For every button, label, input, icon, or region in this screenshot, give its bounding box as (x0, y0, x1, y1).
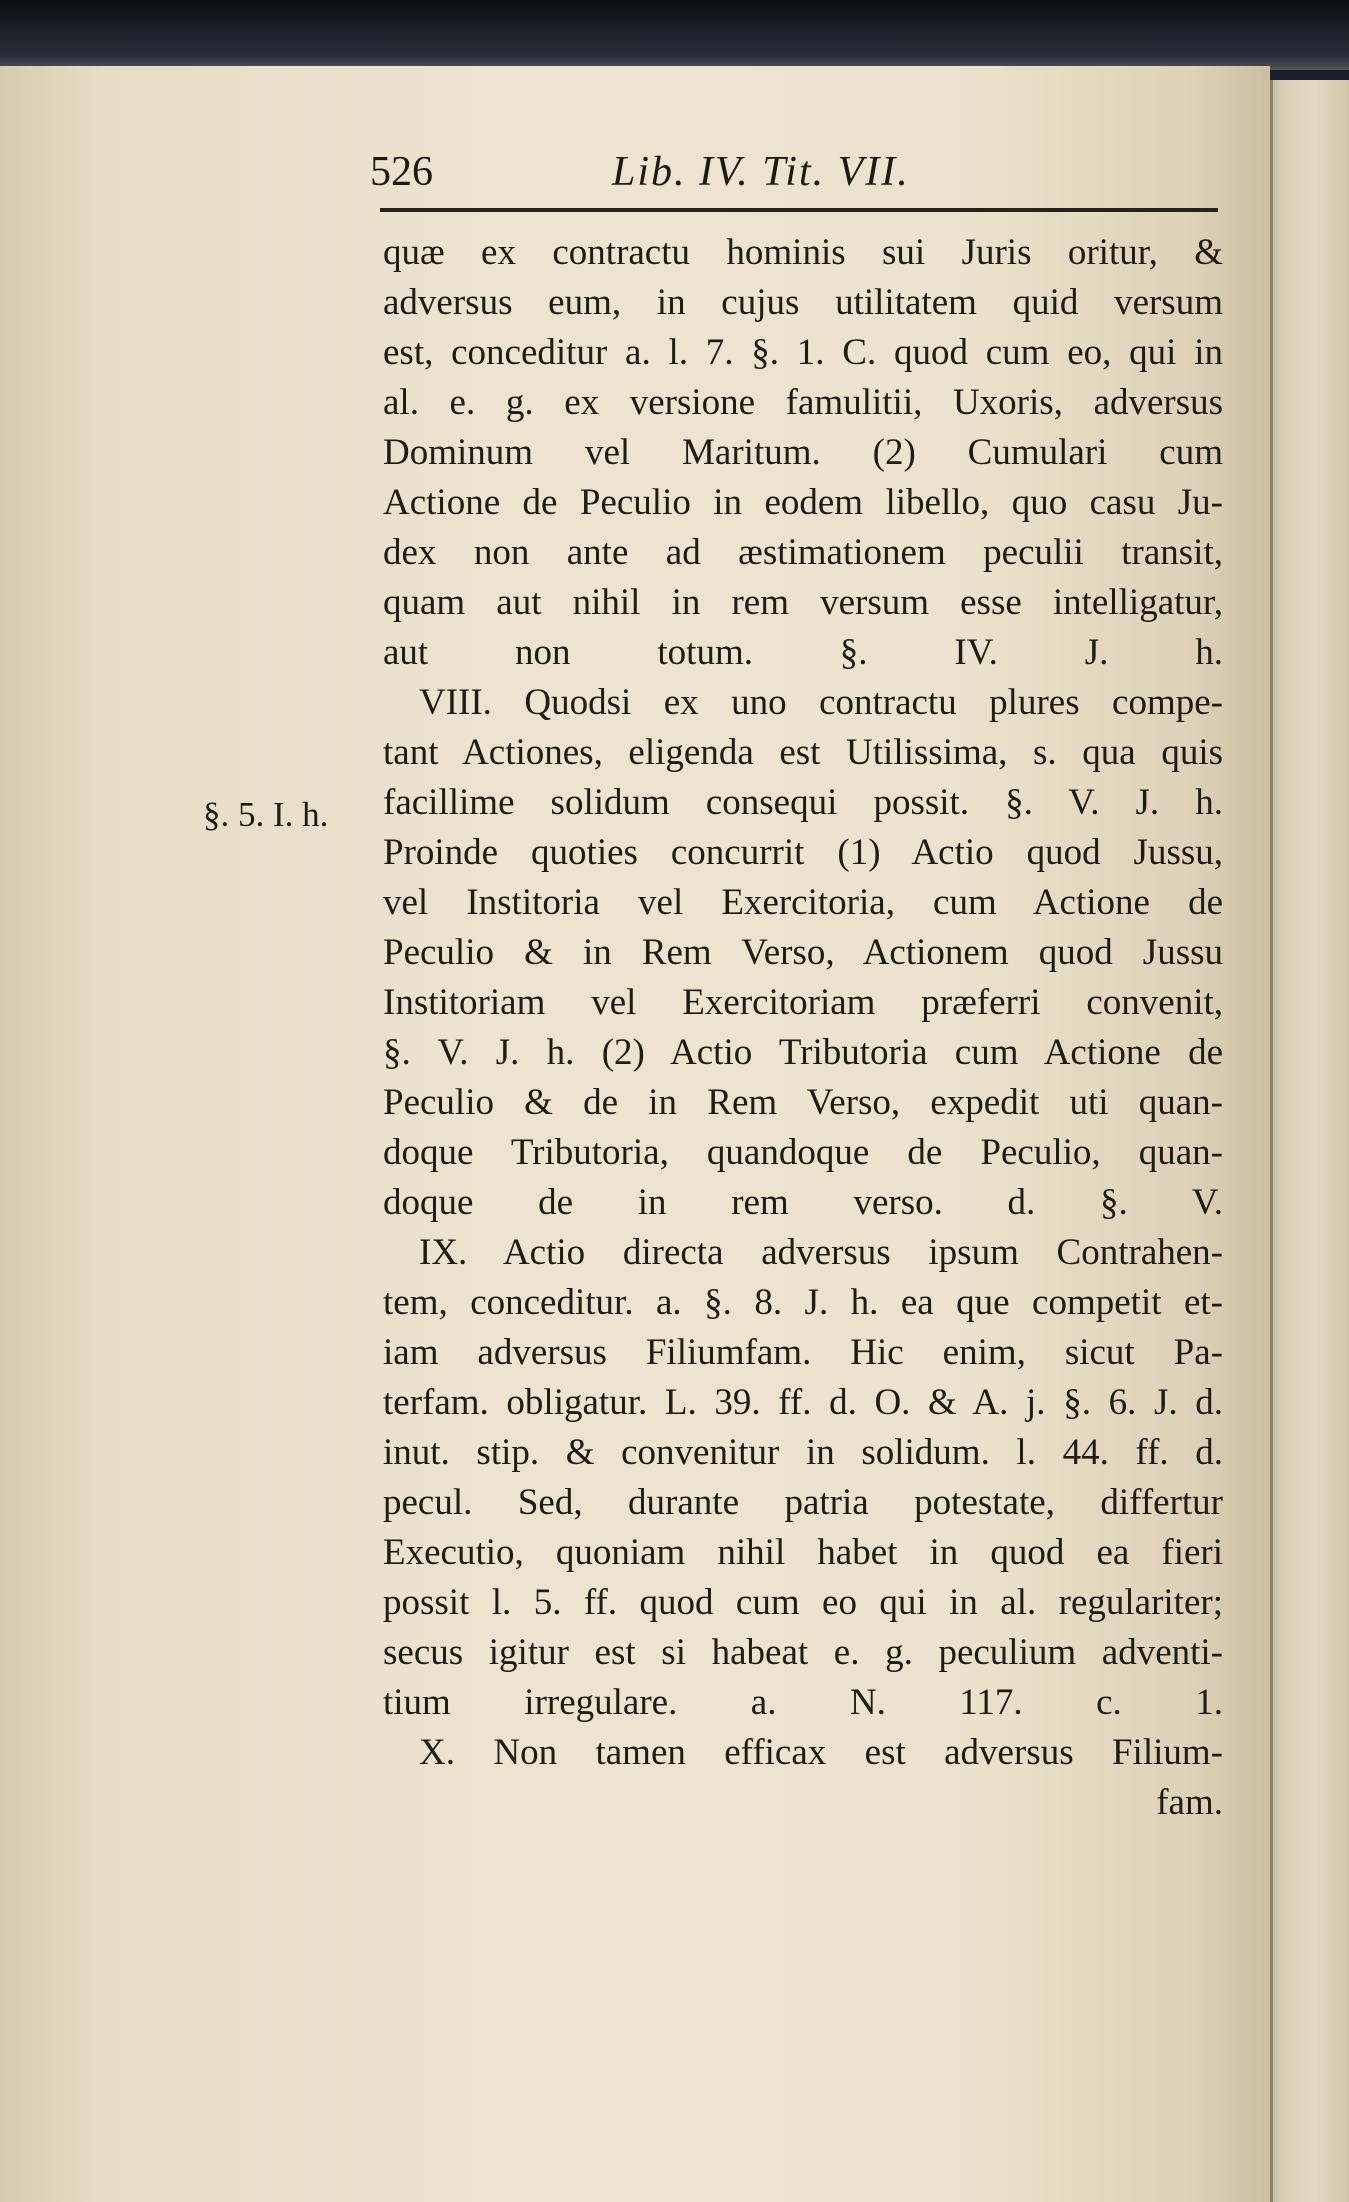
catchword: fam. (1156, 1782, 1223, 1823)
text-line: secus igitur est si habeat e. g. peculium adventi- (383, 1632, 1223, 1673)
text-line: Dominum vel Maritum. (2) Cumulari cum (383, 432, 1223, 473)
text-line: terfam. obligatur. L. 39. ff. d. O. & A. j. §. 6. J. d. (383, 1382, 1223, 1423)
text-line: quæ ex contractu hominis sui Juris oritur, & (383, 232, 1223, 273)
text-line: §. V. J. h. (2) Actio Tributoria cum Actione de (383, 1032, 1223, 1073)
running-title: Lib. IV. Tit. VII. (612, 149, 910, 195)
text-line: IX. Actio directa adversus ipsum Contrahen- (419, 1232, 1223, 1273)
text-line: Institoriam vel Exercitoriam præferri convenit, (383, 982, 1223, 1023)
text-line: pecul. Sed, durante patria potestate, differtur (383, 1482, 1223, 1523)
text-line: dex non ante ad æstimationem peculii transit, (383, 532, 1223, 573)
text-line: al. e. g. ex versione famulitii, Uxoris, adversus (383, 382, 1223, 423)
text-line: inut. stip. & convenitur in solidum. l. 44. ff. d. (383, 1432, 1223, 1473)
page-edge-stack (1262, 80, 1349, 2202)
header-rule (380, 208, 1218, 212)
text-line: Executio, quoniam nihil habet in quod ea fieri (383, 1532, 1223, 1573)
text-line: adversus eum, in cujus utilitatem quid versum (383, 282, 1223, 323)
text-line: vel Institoria vel Exercitoria, cum Actione de (383, 882, 1223, 923)
text-line: Proinde quoties concurrit (1) Actio quod Jussu, (383, 832, 1223, 873)
text-line: X. Non tamen efficax est adversus Filium- (419, 1732, 1223, 1773)
text-line: iam adversus Filiumfam. Hic enim, sicut Pa- (383, 1332, 1223, 1373)
page-header (370, 148, 1215, 208)
text-line: facillime solidum consequi possit. §. V. J. h. (383, 782, 1223, 823)
text-line: aut non totum. §. IV. J. h. (383, 632, 1223, 673)
text-line: Peculio & in Rem Verso, Actionem quod Jussu (383, 932, 1223, 973)
margin-note: §. 5. I. h. (203, 795, 329, 834)
text-line: possit l. 5. ff. quod cum eo qui in al. regulariter; (383, 1582, 1223, 1623)
text-line: Actione de Peculio in eodem libello, quo casu Ju- (383, 482, 1223, 523)
book-cover-edge (0, 0, 1349, 70)
text-line: tem, conceditur. a. §. 8. J. h. ea que competit et- (383, 1282, 1223, 1323)
text-line: Peculio & de in Rem Verso, expedit uti quan- (383, 1082, 1223, 1123)
text-line: est, conceditur a. l. 7. §. 1. C. quod cum eo, qui in (383, 332, 1223, 373)
text-line: tium irregulare. a. N. 117. c. 1. (383, 1682, 1223, 1723)
text-line: quam aut nihil in rem versum esse intelligatur, (383, 582, 1223, 623)
page-number: 526 (370, 149, 433, 195)
text-line: tant Actiones, eligenda est Utilissima, s. qua quis (383, 732, 1223, 773)
body-text (383, 228, 1223, 1828)
text-line: doque de in rem verso. d. §. V. (383, 1182, 1223, 1223)
text-line: doque Tributoria, quandoque de Peculio, quan- (383, 1132, 1223, 1173)
text-line: VIII. Quodsi ex uno contractu plures compe- (419, 682, 1223, 723)
